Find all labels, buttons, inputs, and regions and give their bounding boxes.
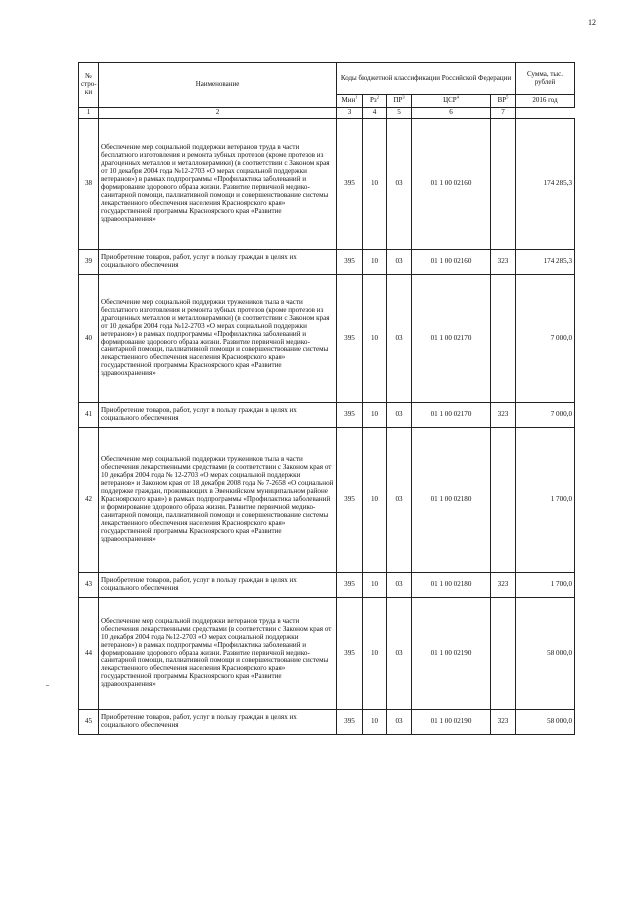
row-vr: [491, 275, 516, 403]
row-sum: 1 700,0: [516, 573, 575, 598]
header-rz: $Рз^2$: [363, 95, 387, 108]
row-pr: 03: [387, 428, 412, 573]
row-pr: 03: [387, 403, 412, 428]
row-name: Обеспечение мер социальной поддержки ветеранов труда в части бесплатного изготовления и ремонта зубных протезов (кроме протезов из драгоценных металлов и металлокерамики) (в соответствии с Законом края от 10 декабря 2004 года №12-2703 «О мерах социальной поддержки ветеранов») в рамках подпрограммы «Профилактика заболеваний и формирование здорового образа жизни. Развитие первичной медико-санитарной помощи, паллиативной помощи и совершенствование системы лекарственного обеспечения населения Красноярского края» государственной программы Красноярского края «Развитие здравоохранения»: [99, 119, 337, 250]
table-row: [79, 598, 575, 710]
header-csr: ЦСР$^4$: [412, 95, 491, 108]
row-pr: 03: [387, 250, 412, 275]
row-number: 42: [79, 428, 99, 573]
row-pr: 03: [387, 119, 412, 250]
column-number: 2: [99, 108, 337, 119]
row-number: 40: [79, 275, 99, 403]
table-row: [79, 428, 575, 573]
row-vr: 323: [491, 403, 516, 428]
table-row: [79, 710, 575, 735]
row-sum: 58 000,0: [516, 598, 575, 710]
row-number: 43: [79, 573, 99, 598]
row-vr: [491, 119, 516, 250]
row-number: 38: [79, 119, 99, 250]
table-row: [79, 275, 575, 403]
row-csr: 01 1 00 02170: [412, 275, 491, 403]
row-rz: 10: [363, 428, 387, 573]
row-min: 395: [337, 275, 363, 403]
row-csr: 01 1 00 02180: [412, 428, 491, 573]
row-vr: 323: [491, 250, 516, 275]
row-rz: 10: [363, 710, 387, 735]
row-number: 41: [79, 403, 99, 428]
row-rz: 10: [363, 403, 387, 428]
row-number: 45: [79, 710, 99, 735]
header-name: Наименование: [99, 63, 337, 108]
table-row: [79, 403, 575, 428]
table-row: [79, 119, 575, 250]
row-min: 395: [337, 598, 363, 710]
row-rz: 10: [363, 250, 387, 275]
row-name: Приобретение товаров, работ, услуг в пользу граждан в целях их социального обеспечения: [99, 710, 337, 735]
row-vr: 323: [491, 573, 516, 598]
row-csr: 01 1 00 02170: [412, 403, 491, 428]
row-name: Приобретение товаров, работ, услуг в пользу граждан в целях их социального обеспечения: [99, 250, 337, 275]
column-number: 4: [363, 108, 387, 119]
row-pr: 03: [387, 275, 412, 403]
row-name: Обеспечение мер социальной поддержки тружеников тыла в части обеспечения лекарственными средствами (в соответствии с Законом края от 10 декабря 2004 года № 12-2703 «О мерах социальной поддержки ветеранов» и Законом края от 18 декабря 2008 года № 7-2658 «О социальной поддержке граждан, проживающих в Эвенкийском муниципальном районе Красноярского края») в рамках подпрограммы «Профилактика заболеваний и формирование здорового образа жизни. Развитие первичной медико-санитарной помощи, паллиативной помощи и совершенствование системы лекарственного обеспечения населения Красноярского края» государственной программы Красноярского края «Развитие здравоохранения»: [99, 428, 337, 573]
row-min: 395: [337, 403, 363, 428]
row-vr: [491, 428, 516, 573]
row-name: Приобретение товаров, работ, услуг в пользу граждан в целях их социального обеспечения: [99, 403, 337, 428]
row-min: 395: [337, 119, 363, 250]
row-pr: 03: [387, 573, 412, 598]
row-name: Приобретение товаров, работ, услуг в пользу граждан в целях их социального обеспечения: [99, 573, 337, 598]
table-row: [79, 250, 575, 275]
row-vr: [491, 598, 516, 710]
row-number: 44: [79, 598, 99, 710]
row-sum: 7 000,0: [516, 275, 575, 403]
row-pr: 03: [387, 598, 412, 710]
header-vr: $ВР^5$: [491, 95, 516, 108]
row-vr: 323: [491, 710, 516, 735]
row-name: Обеспечение мер социальной поддержки ветеранов труда в части обеспечения лекарственными средствами (в соответствии с Законом края от 10 декабря 2004 года №12-2703 «О мерах социальной поддержки ветеранов») в рамках подпрограммы «Профилактика заболеваний и формирование здорового образа жизни. Развитие первичной медико-санитарной помощи, паллиативной помощи и совершенствование системы лекарственного обеспечения населения Красноярского края» государственной программы Красноярского края «Развитие здравоохранения»: [99, 598, 337, 710]
column-number: 6: [412, 108, 491, 119]
row-rz: 10: [363, 275, 387, 403]
header-pr: $ПР^3$: [387, 95, 412, 108]
column-number: 7: [491, 108, 516, 119]
header-sum: Сумма, тыс. рублей: [516, 63, 575, 95]
row-min: 395: [337, 710, 363, 735]
column-number: 1: [79, 108, 99, 119]
row-min: 395: [337, 573, 363, 598]
header-row-no: № стро-ки: [79, 63, 99, 108]
header-year: 2016 год: [516, 95, 575, 108]
row-csr: 01 1 00 02190: [412, 598, 491, 710]
margin-mark: [46, 685, 49, 686]
row-rz: 10: [363, 598, 387, 710]
row-min: 395: [337, 250, 363, 275]
column-number: 5: [387, 108, 412, 119]
row-number: 39: [79, 250, 99, 275]
page-number: 12: [588, 18, 596, 27]
row-sum: 7 000,0: [516, 403, 575, 428]
row-name: Обеспечение мер социальной поддержки тружеников тыла в части бесплатного изготовления и ремонта зубных протезов (кроме протезов из драгоценных металлов и металлокерамики) (в соответствии с Законом края от 10 декабря 2004 года №12-2703 «О мерах социальной поддержки ветеранов») в рамках подпрограммы «Профилактика заболеваний и формирование здорового образа жизни. Развитие первичной медико-санитарной помощи, паллиативной помощи и совершенствование системы лекарственного обеспечения населения Красноярского края» государственной программы Красноярского края «Развитие здравоохранения»: [99, 275, 337, 403]
row-rz: 10: [363, 119, 387, 250]
row-csr: 01 1 00 02160: [412, 119, 491, 250]
row-rz: 10: [363, 573, 387, 598]
row-csr: 01 1 00 02180: [412, 573, 491, 598]
row-pr: 03: [387, 710, 412, 735]
row-csr: 01 1 00 02190: [412, 710, 491, 735]
header-min: Мин$^1$: [337, 95, 363, 108]
header-codes: Коды бюджетной классификации Российской Федерации: [337, 63, 516, 95]
budget-table: [78, 62, 575, 735]
table-row: [79, 573, 575, 598]
row-sum: 174 285,3: [516, 250, 575, 275]
row-sum: 174 285,3: [516, 119, 575, 250]
row-min: 395: [337, 428, 363, 573]
row-csr: 01 1 00 02160: [412, 250, 491, 275]
row-sum: 1 700,0: [516, 428, 575, 573]
row-sum: 58 000,0: [516, 710, 575, 735]
column-number: 3: [337, 108, 363, 119]
